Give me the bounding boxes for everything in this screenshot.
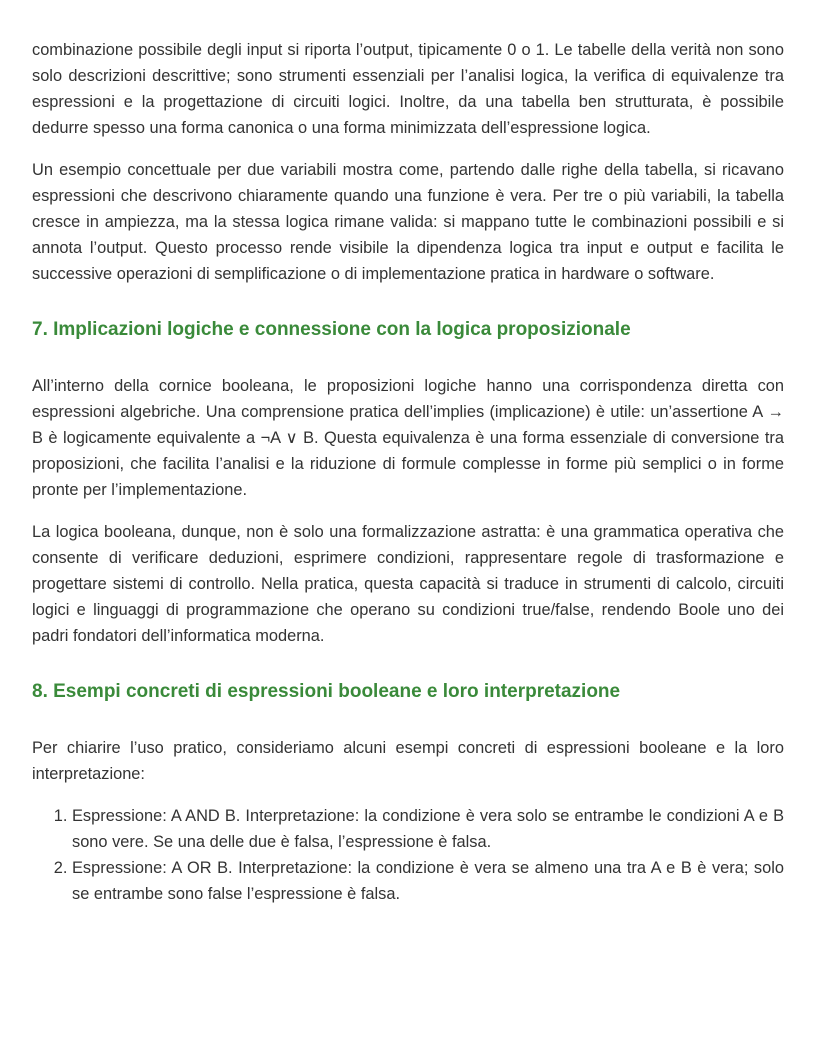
list-item: 1. Espressione: A AND B. Interpretazione: la condizione è vera solo se entrambe le condizioni A e B sono vere. Se una delle due è falsa, l’espressione è falsa. [72, 803, 784, 855]
paragraph-examples-intro: Per chiarire l’uso pratico, consideriamo alcuni esempi concreti di espressioni booleane e la loro interpretazione: [32, 739, 784, 783]
paragraph-two-variable-example: Un esempio concettuale per due variabili mostra come, partendo dalle righe della tabella, si ricavano espressioni che descrivono chiaramente quando una funzione è vera. Per tre o più variabili, la tabella cresce in ampiezza, ma la stessa logica rimane valida: si mappano tutte le combinazioni possibili e si annota l’output. Questo processo rende visibile la dipendenza logica tra input e output e facilita le successive operazioni di semplificazione o di implementazione pratica in hardware o software. [32, 161, 784, 283]
list-item: 2. Espressione: A OR B. Interpretazione: la condizione è vera se almeno una tra A e B è vera; solo se entrambe sono false l’espressione è falsa. [72, 855, 784, 907]
paragraph-truth-table-usage: combinazione possibile degli input si riporta l’output, tipicamente 0 o 1. Le tabelle della verità non sono solo descrizioni descrittive; sono strumenti essenziali per l’analisi logica, la verifica di equivalenze tra espressioni e la progettazione di circuiti logici. Inoltre, da una tabella ben strutturata, è possibile dedurre spesso una forma canonica o una forma minimizzata dell’espressione logica. [32, 41, 784, 137]
paragraph-implication: All’interno della cornice booleana, le proposizioni logiche hanno una corrispondenza diretta con espressioni algebriche. Una comprensione pratica dell’implies (implicazione) è utile: un’assertione A → B è logicamente equivalente a ¬A ∨ B. Questa equivalenza è una forma essenziale di conversione tra proposizioni, che facilita l’analisi e la riduzione di formule complesse in forme più semplici o in forme pronte per l’implementazione. [32, 377, 784, 499]
examples-list [32, 803, 784, 907]
section-8-heading: 8. Esempi concreti di espressioni booleane e loro interpretazione [32, 681, 621, 702]
section-7-heading: 7. Implicazioni logiche e connessione con la logica proposizionale [32, 319, 631, 340]
paragraph-boolean-grammar: La logica booleana, dunque, non è solo una formalizzazione astratta: è una grammatica operativa che consente di verificare deduzioni, esprimere condizioni, rappresentare regole di trasformazione e progettare sistemi di controllo. Nella pratica, questa capacità si traduce in strumenti di calcolo, circuiti logici e linguaggi di programmazione che operano su condizioni true/false, rendendo Boole uno dei padri fondatori dell’informatica moderna. [32, 523, 784, 645]
